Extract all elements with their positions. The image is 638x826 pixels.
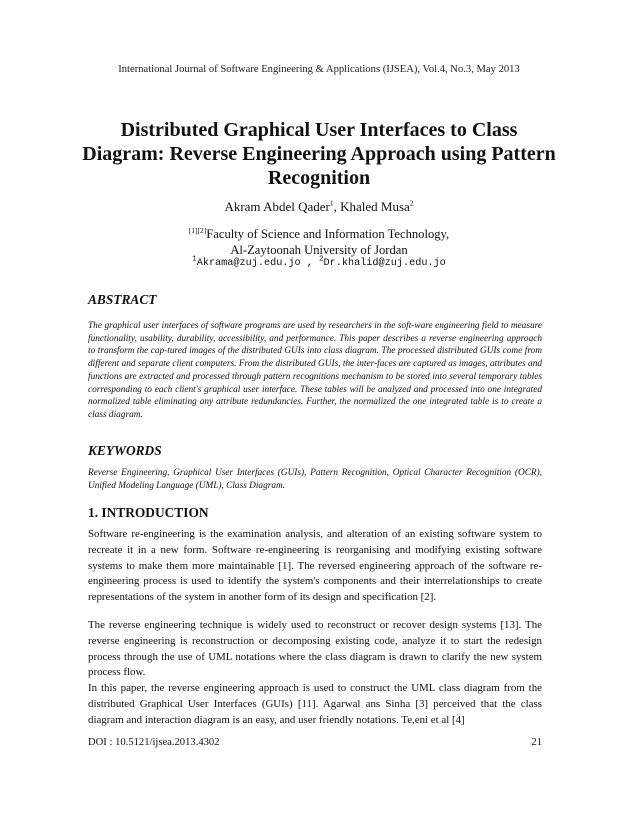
author-name: Akram Abdel Qader	[224, 199, 330, 214]
author-superscript: 1	[329, 198, 334, 208]
affiliation	[0, 226, 638, 258]
abstract-heading: ABSTRACT	[88, 292, 157, 307]
journal-header: International Journal of Software Engineering & Applications (IJSEA), Vol.4, No.3, May 2013	[118, 64, 520, 75]
keywords-text: Reverse Engineering, Graphical User Interfaces (GUIs), Pattern Recognition, Optical Character Recognition (OCR), Unified Modeling Language (UML), Class Diagram.	[88, 468, 542, 491]
email-superscript: 2	[319, 255, 324, 264]
email-address[interactable]: Dr.khalid@zuj.edu.jo	[323, 258, 446, 269]
doi-label: DOI : 10.5121/ijsea.2013.4302	[88, 737, 220, 748]
introduction-heading: 1. INTRODUCTION	[88, 505, 209, 520]
body-paragraph: Software re-engineering is the examination analysis, and alteration of an existing software system to recreate it in a new form. Software re-engineering is reorganising and modifying existing software systems to make them more maintainable [1]. The reversed engineering approach of the software re-engineering process is used to identify the system's components and their interrelationships to create representations of the system in another form of its design and specification [2].	[88, 528, 542, 604]
paper-title: Distributed Graphical User Interfaces to Class Diagram: Reverse Engineering Approach using Pattern Recognition	[82, 119, 556, 189]
author-name: Khaled Musa	[340, 199, 410, 214]
keywords-heading: KEYWORDS	[88, 443, 162, 458]
affiliation-line: Al-Zaytoonah University of Jordan	[230, 243, 408, 257]
author-separator: ,	[333, 199, 341, 214]
body-paragraph: In this paper, the reverse engineering approach is used to construct the UML class diagram from the distributed Graphical User Interfaces (GUIs) [11]. Agarwal ans Sinha [3] perceived that the class diagram and interaction diagram is an easy, and user friendly notations. Te,eni et al [4]	[88, 682, 542, 726]
author-emails	[0, 255, 638, 269]
email-superscript: 1	[192, 255, 197, 264]
affiliation-line: Faculty of Science and Information Technology,	[206, 227, 450, 241]
abstract-text: The graphical user interfaces of software programs are used by researchers in the soft-ware engineering field to measure functionality, usability, durability, accessibility, and performance. This paper describes a reverse engineering approach to transform the cap-tured images of the distributed GUIs into class diagram. The processed distributed GUIs come from different and separate client computers. From the distributed GUIs, the inter-faces are captured as images, attributes and functions are extracted and processed through pattern recognitions mechanism to be stored into several temporary tables corresponding to each client's graphical user interface. These tables will be analyzed and processed into one integrated normalized table eliminating any attribute redundancies. Further, the normalized the one integrated table is to create a class diagram.	[88, 321, 542, 420]
author-line	[0, 199, 638, 215]
affiliation-superscript: [1][2]	[188, 225, 207, 235]
page-number: 21	[531, 737, 542, 748]
email-address[interactable]: Akrama@zuj.edu.jo	[196, 258, 301, 269]
email-separator: ,	[300, 258, 319, 269]
body-paragraph: The reverse engineering technique is widely used to reconstruct or recover design systems [13]. The reverse engineering is reconstruction or decomposing existing code, analyze it to start the redesign process through the use of UML notations where the class diagram is drawn to clarify the new system process flow.	[88, 619, 542, 679]
author-superscript: 2	[409, 198, 414, 208]
